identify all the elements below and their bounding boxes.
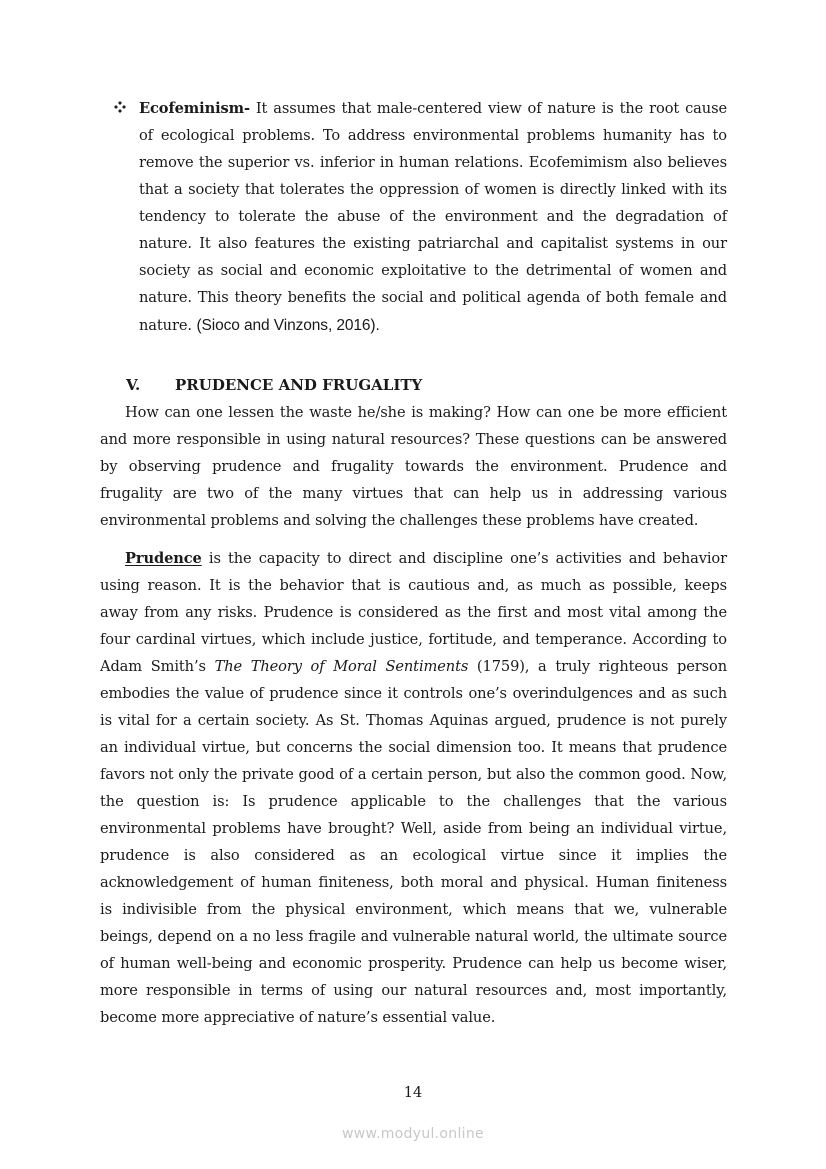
intro-line-1: How can one lessen the waste he/she is making? How can one be more efficient bbox=[125, 404, 727, 421]
prudence-line-5: Adam Smith’s The Theory of Moral Sentiments (1759), a truly righteous person bbox=[100, 658, 728, 675]
ecofeminism-term: Ecofeminism- bbox=[139, 100, 250, 117]
ecofeminism-line-2: of ecological problems. To address environmental problems humanity has to bbox=[139, 127, 727, 144]
ecofeminism-line-5: tendency to tolerate the abuse of the environment and the degradation of bbox=[139, 208, 727, 225]
intro-line-4: frugality are two of the many virtues that can help us in addressing various bbox=[100, 485, 727, 502]
prudence-line-4: four cardinal virtues, which include justice, fortitude, and temperance. According to bbox=[100, 631, 727, 648]
ecofeminism-line-3: remove the superior vs. inferior in human relations. Ecofemimism also believes bbox=[139, 154, 727, 171]
section-title: PRUDENCE AND FRUGALITY bbox=[175, 376, 423, 394]
prudence-line-13: acknowledgement of human finiteness, both moral and physical. Human finiteness bbox=[100, 874, 727, 891]
prudence-line-17: more responsible in terms of using our natural resources and, most importantly, bbox=[100, 982, 727, 999]
ecofeminism-line-4: that a society that tolerates the oppression of women is directly linked with its bbox=[139, 181, 727, 198]
prudence-line-18: become more appreciative of nature’s essential value. bbox=[100, 1009, 496, 1026]
section-number: V. bbox=[126, 376, 141, 394]
watermark: www.modyul.online bbox=[342, 1126, 484, 1142]
ecofeminism-line-9: nature. (Sioco and Vinzons, 2016). bbox=[139, 317, 380, 334]
prudence-line-7: is vital for a certain society. As St. Thomas Aquinas argued, prudence is not purely bbox=[100, 712, 727, 729]
prudence-line-6: embodies the value of prudence since it controls one’s overindulgences and as such bbox=[100, 685, 727, 702]
intro-line-3: by observing prudence and frugality towards the environment. Prudence and bbox=[100, 458, 727, 475]
page-number: 14 bbox=[403, 1085, 423, 1101]
prudence-line-11: environmental problems have brought? Well, aside from being an individual virtue, bbox=[100, 820, 727, 837]
ecofeminism-line-7: society as social and economic exploitative to the detrimental of women and bbox=[139, 262, 727, 279]
prudence-term: Prudence bbox=[125, 550, 202, 567]
prudence-line-3: away from any risks. Prudence is considered as the first and most vital among the bbox=[100, 604, 727, 621]
book-title: The Theory of Moral Sentiments bbox=[214, 658, 469, 675]
prudence-line-2: using reason. It is the behavior that is cautious and, as much as possible, keeps bbox=[100, 577, 727, 594]
prudence-line-9: favors not only the private good of a certain person, but also the common good. Now, bbox=[100, 766, 727, 783]
ecofeminism-line-8: nature. This theory benefits the social and political agenda of both female and bbox=[139, 289, 727, 306]
intro-line-5: environmental problems and solving the challenges these problems have created. bbox=[100, 512, 699, 529]
ecofeminism-line-6: nature. It also features the existing patriarchal and capitalist systems in our bbox=[139, 235, 727, 252]
prudence-line-14: is indivisible from the physical environment, which means that we, vulnerable bbox=[100, 901, 727, 918]
intro-line-2: and more responsible in using natural resources? These questions can be answered bbox=[100, 431, 727, 448]
prudence-line-15: beings, depend on a no less fragile and vulnerable natural world, the ultimate source bbox=[100, 928, 727, 945]
four-diamond-bullet-icon bbox=[113, 100, 127, 114]
citation: (Sioco and Vinzons, 2016). bbox=[196, 317, 380, 334]
prudence-line-16: of human well-being and economic prosperity. Prudence can help us become wiser, bbox=[100, 955, 727, 972]
prudence-line-12: prudence is also considered as an ecological virtue since it implies the bbox=[100, 847, 727, 864]
prudence-line-10: the question is: Is prudence applicable to the challenges that the various bbox=[100, 793, 727, 810]
prudence-line-8: an individual virtue, but concerns the social dimension too. It means that prudence bbox=[100, 739, 727, 756]
prudence-line-1: Prudence is the capacity to direct and discipline one’s activities and behavior bbox=[125, 550, 727, 567]
ecofeminism-line-1: Ecofeminism- It assumes that male-centered view of nature is the root cause bbox=[139, 100, 727, 117]
